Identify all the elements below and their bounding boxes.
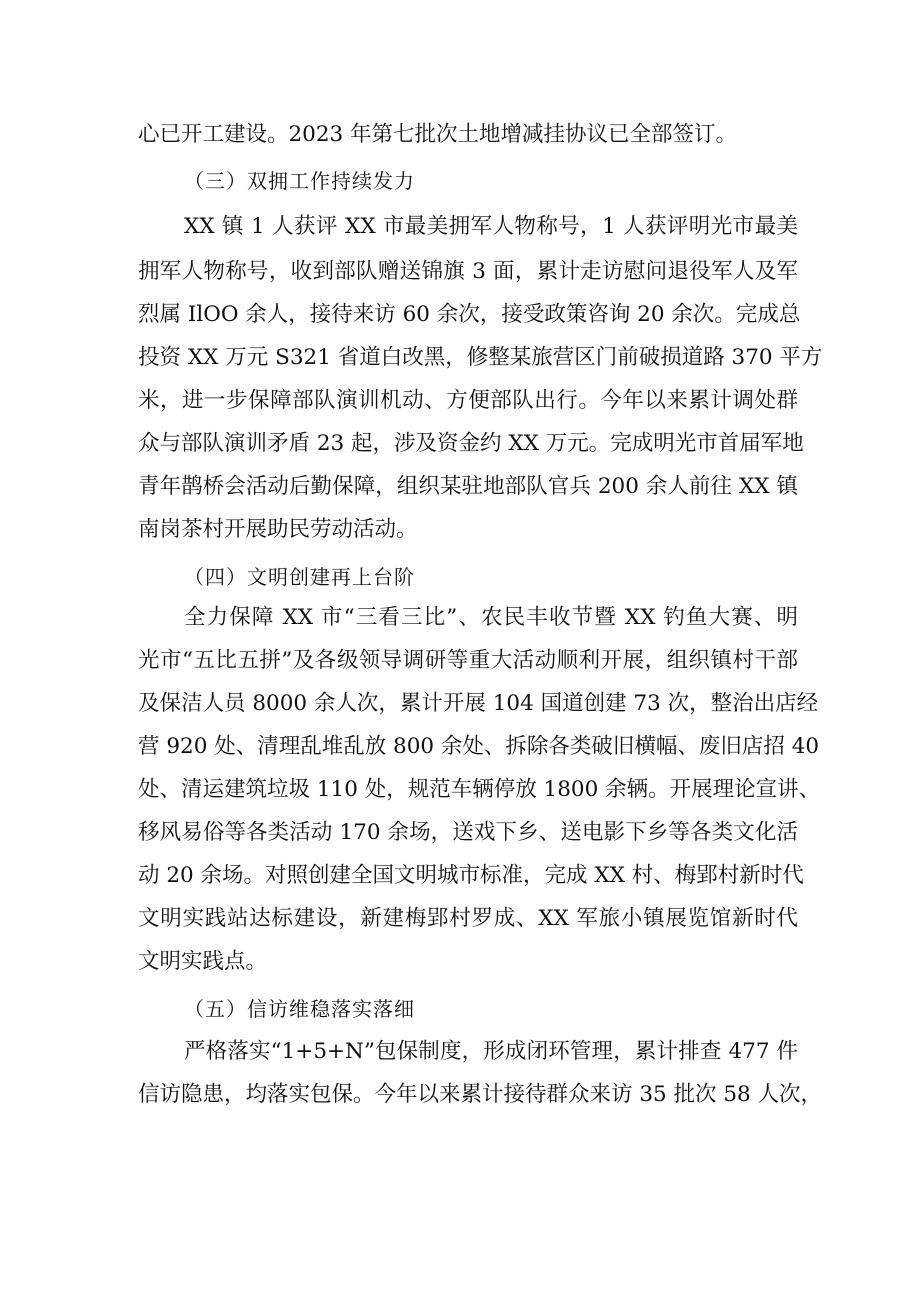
section-heading-5: （五）信访维稳落实落细 <box>184 997 415 1021</box>
paragraph-line: 烈属 IlOO 余人，接待来访 60 余次，接受政策咨询 20 余次。完成总 <box>138 302 801 327</box>
paragraph-line: 动 20 余场。对照创建全国文明城市标准，完成 XX 村、梅郢村新时代 <box>138 863 804 888</box>
paragraph-line: 众与部队演训矛盾 23 起，涉及资金约 XX 万元。完成明光市首届军地 <box>138 431 804 456</box>
paragraph-line: 投资 XX 万元 S321 省道白改黑，修整某旅营区门前破损道路 370 平方 <box>138 345 823 370</box>
paragraph-line: 米，进一步保障部队演训机动、方便部队出行。今年以来累计调处群 <box>138 388 798 413</box>
paragraph-line: 全力保障 XX 市“三看三比”、农民丰收节暨 XX 钓鱼大赛、明 <box>184 605 798 630</box>
paragraph-line: 严格落实“1+5+N”包保制度，形成闭环管理，累计排查 477 件 <box>184 1039 798 1064</box>
paragraph-line: 移风易俗等各类活动 170 余场，送戏下乡、送电影下乡等各类文化活 <box>138 820 798 845</box>
paragraph-line: 营 920 处、清理乱堆乱放 800 余处、拆除各类破旧横幅、废旧店招 40 <box>138 734 820 759</box>
paragraph-line: 及保洁人员 8000 余人次，累计开展 104 国道创建 73 次，整治出店经 <box>138 691 819 716</box>
paragraph-line: XX 镇 1 人获评 XX 市最美拥军人物称号，1 人获评明光市最美 <box>184 214 798 239</box>
paragraph-line: 心已开工建设。2023 年第七批次土地增减挂协议已全部签订。 <box>138 122 738 147</box>
paragraph-line: 青年鹊桥会活动后勤保障，组织某驻地部队官兵 200 余人前往 XX 镇 <box>138 474 798 499</box>
paragraph-line: 处、清运建筑垃圾 110 处，规范车辆停放 1800 余辆。开展理论宣讲、 <box>138 777 821 802</box>
paragraph-line: 光市“五比五拼”及各级领导调研等重大活动顺利开展，组织镇村干部 <box>138 648 798 673</box>
paragraph-line: 南岗茶村开展助民劳动活动。 <box>138 517 418 542</box>
paragraph-line: 信访隐患，均落实包保。今年以来累计接待群众来访 35 批次 58 人次， <box>138 1082 823 1107</box>
paragraph-line: 拥军人物称号，收到部队赠送锦旗 3 面，累计走访慰问退役军人及军 <box>138 259 798 284</box>
section-heading-3: （三）双拥工作持续发力 <box>184 169 415 193</box>
paragraph-line: 文明实践点。 <box>138 949 268 974</box>
section-heading-4: （四）文明创建再上台阶 <box>184 565 415 589</box>
paragraph-line: 文明实践站达标建设，新建梅郢村罗成、XX 军旅小镇展览馆新时代 <box>138 906 798 931</box>
